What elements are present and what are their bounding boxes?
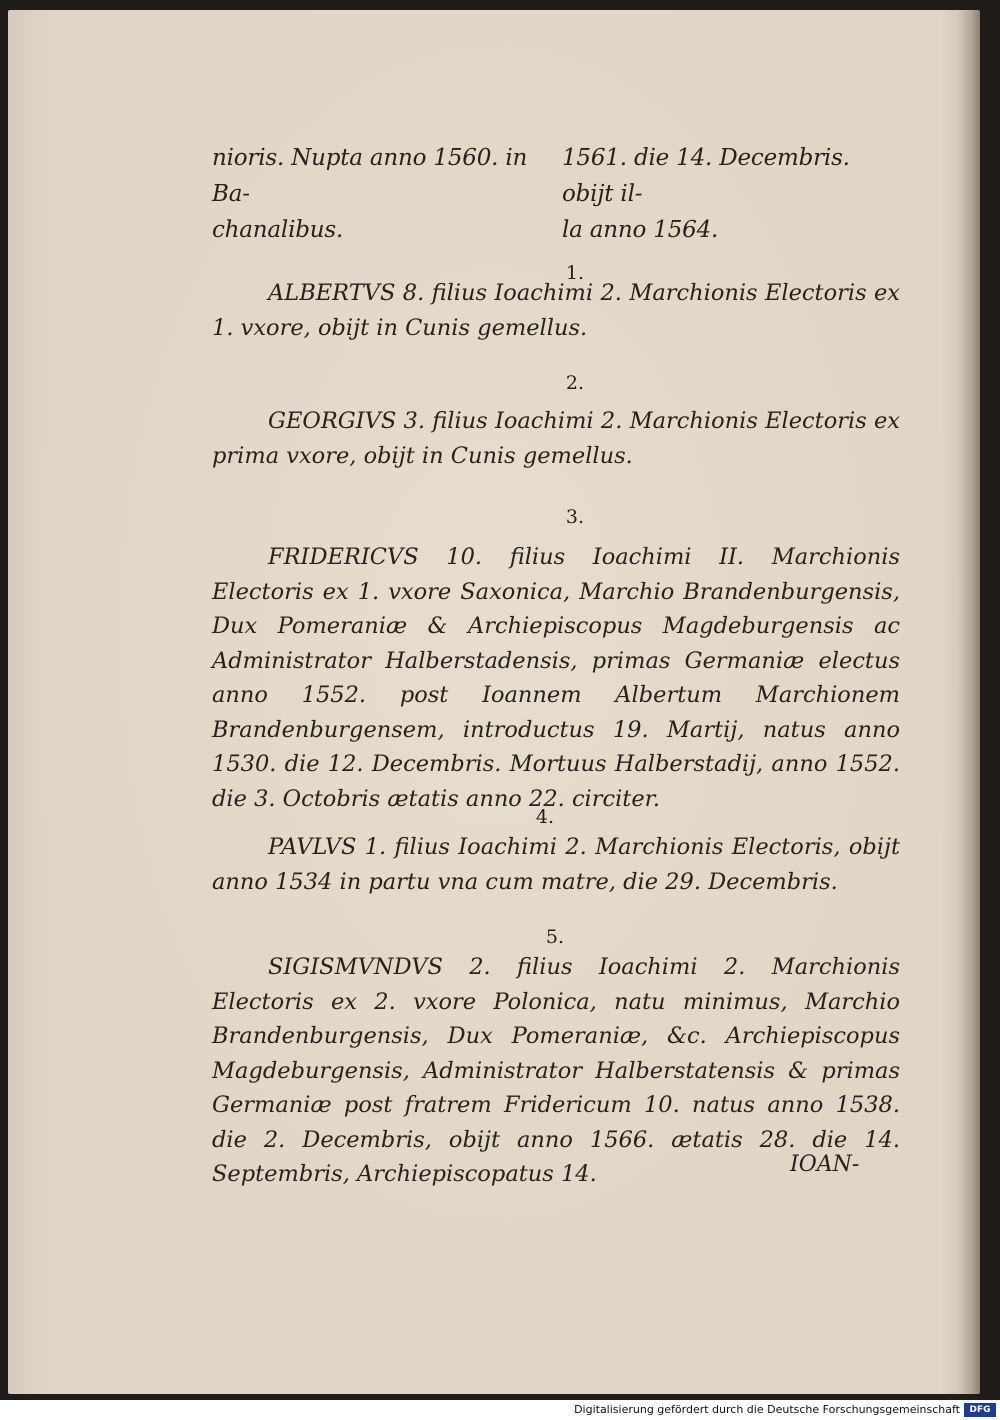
entry-paulus: PAVLVS 1. filius Ioachimi 2. Marchionis Electoris, obijt anno 1534 in partu vna cum matre, die 29. Decembris. (212, 834, 900, 895)
top-right-text: 1561. die 14. Decembris. obijt il- la anno 1564. (562, 145, 850, 243)
section-number-2: 2. (565, 372, 585, 394)
section-number-3: 3. (565, 506, 585, 528)
entry-sigismundus: SIGISMVNDVS 2. filius Ioachimi 2. Marchionis Electoris ex 2. vxore Polonica, natu minimus, Marchio Brandenburgensis, Dux Pomeraniæ, &c. Archiepiscopus Magdeburgensis, Administrator Halberstatensis & primas Germaniæ post fratrem Fridericum 10. natus anno 1538. die 2. Decembris, obijt anno 1566. ætatis 28. die 14. Septembris, Archiepiscopatus 14. (212, 954, 900, 1187)
section-number-1: 1. (565, 262, 585, 284)
catchword: IOAN- (790, 1152, 860, 1177)
dfg-logo: DFG (964, 1403, 996, 1417)
section-number-4: 4. (535, 806, 555, 828)
top-left-text: nioris. Nupta anno 1560. in Ba- chanalibus. (212, 145, 528, 243)
entry-fridericus: FRIDERICVS 10. filius Ioachimi II. Marchionis Electoris ex 1. vxore Saxonica, Marchio Brandenburgensis, Dux Pomeraniæ & Archiepiscopus Magdeburgensis ac Administrator Halberstadensis, primas Germaniæ electus anno 1552. post Ioannem Albertum Marchionem Brandenburgensem, introductus 19. Martij, natus anno 1530. die 12. Decembris. Mortuus Halberstadij, anno 1552. die 3. Octobris ætatis anno 22. circiter. (212, 544, 900, 812)
footer-bar (0, 1400, 1000, 1420)
funding-credit: Digitalisierung gefördert durch die Deutsche Forschungsgemeinschaft (574, 1403, 960, 1416)
entry-georgius: GEORGIVS 3. filius Ioachimi 2. Marchionis Electoris ex prima vxore, obijt in Cunis gemellus. (212, 408, 900, 469)
page-edge-shadow (958, 10, 980, 1394)
entry-albertus: ALBERTVS 8. filius Ioachimi 2. Marchionis Electoris ex 1. vxore, obijt in Cunis gemellus. (212, 280, 900, 341)
section-number-5: 5. (545, 926, 565, 948)
